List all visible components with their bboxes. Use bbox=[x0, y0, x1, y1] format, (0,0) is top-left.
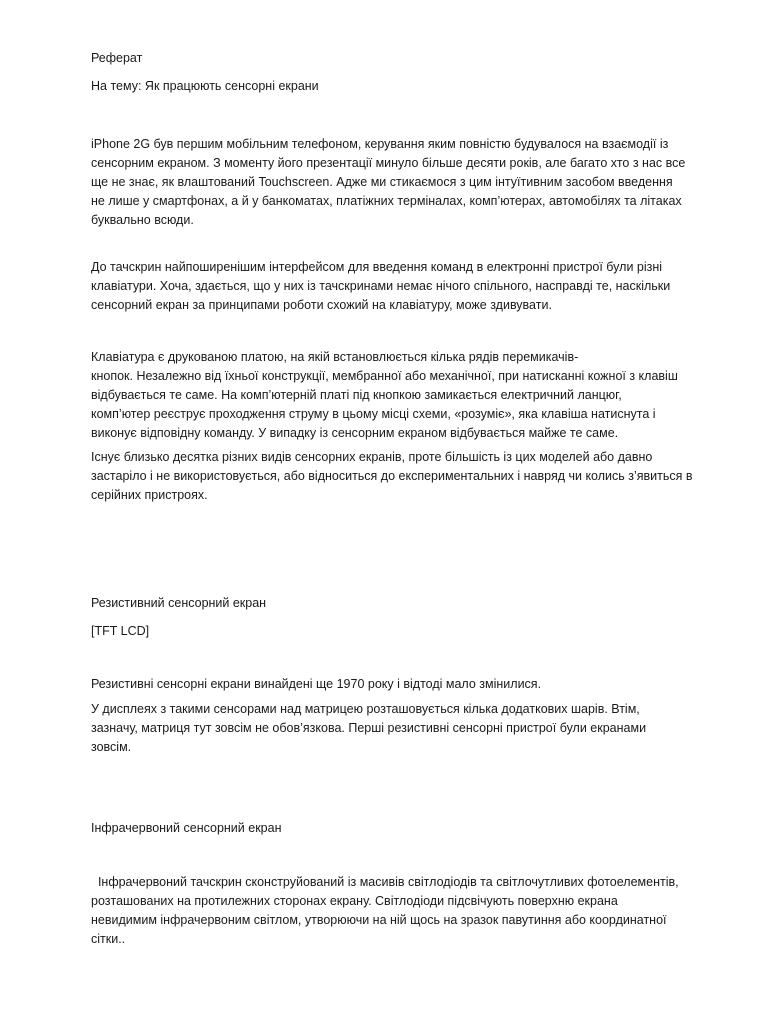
paragraph-line: Резистивні сенсорні екрани винайдені ще 1970 року і відтоді мало змінилися. bbox=[91, 677, 542, 691]
paragraph-line: Клавіатура є друкованою платою, на якій встановлюється кілька рядів перемикачів- bbox=[91, 350, 579, 364]
paragraph-line: Інфрачервоний тачскрин сконструйований із масивів світлодіодів та світлочутливих фотоелементів, bbox=[91, 875, 679, 889]
paragraph-line: сенсорним екраном. З моменту його презентації минуло більше десяти років, але багато хто з нас все bbox=[91, 156, 686, 170]
paragraph-line: відбувається те саме. На комп’ютерній платі під кнопкою замикається електричний ланцюг, bbox=[91, 388, 622, 402]
paragraph-line: виконує відповідну команду. У випадку із сенсорним екраном відбувається майже те саме. bbox=[91, 426, 619, 440]
paragraph-line: сітки.. bbox=[91, 932, 126, 946]
paragraph-line: не лише у смартфонах, а й у банкоматах, платіжних терміналах, комп’ютерах, автомобілях та літаках bbox=[91, 194, 682, 208]
paragraph-line: зазначу, матриця тут зовсім не обов’язкова. Перші резистивні сенсорні пристрої були екранами bbox=[91, 721, 647, 735]
paragraph-line: невидимим інфрачервоним світлом, утворюючи на ній щось на зразок павутиння або координатної bbox=[91, 913, 667, 927]
paragraph-line: сенсорний екран за принципами роботи схожий на клавіатуру, може здивувати. bbox=[91, 298, 552, 312]
paragraph-line: До тачскрин найпоширенішим інтерфейсом для введення команд в електронні пристрої були різні bbox=[91, 260, 663, 274]
paragraph-line: застаріло і не використовується, або відноситься до експериментальних і навряд чи колись з’явиться в bbox=[91, 469, 693, 483]
paragraph-line: буквально всюди. bbox=[91, 213, 194, 227]
paragraph-line: зовсім. bbox=[91, 740, 132, 754]
paragraph-line: У дисплеях з такими сенсорами над матрицею розташовується кілька додаткових шарів. Втім, bbox=[91, 702, 640, 716]
document-topic: На тему: Як працюють сенсорні екрани bbox=[91, 79, 319, 93]
paragraph-line: кнопок. Незалежно від їхньої конструкції, мембранної або механічної, при натисканні кожної з клавіш bbox=[91, 369, 678, 383]
paragraph-line: клавіатури. Хоча, здається, що у них із тачскринами немає нічого спільного, насправді те, наскільки bbox=[91, 279, 671, 293]
paragraph-line: Існує близько десятка різних видів сенсорних екранів, проте більшість із цих моделей або давно bbox=[91, 450, 653, 464]
section-heading-infrared: Інфрачервоний сенсорний екран bbox=[91, 821, 282, 835]
paragraph-line: серійних пристроях. bbox=[91, 488, 208, 502]
paragraph-line: розташованих на протилежних сторонах екрану. Світлодіоди підсвічують поверхню екрана bbox=[91, 894, 618, 908]
section-heading-resistive: Резистивний сенсорний екран bbox=[91, 596, 267, 610]
document-title: Реферат bbox=[91, 51, 143, 65]
paragraph-line: комп’ютер реєструє проходження струму в цьому місці схеми, «розуміє», яка клавіша натиснута і bbox=[91, 407, 656, 421]
paragraph-line: ще не знає, як влаштований Touchscreen. Адже ми стикаємося з цим інтуїтивним засобом введення bbox=[91, 175, 673, 189]
section-tag: [TFT LCD] bbox=[91, 624, 150, 638]
paragraph-line: iPhone 2G був першим мобільним телефоном, керування яким повністю будувалося на взаємодії із bbox=[91, 137, 669, 151]
